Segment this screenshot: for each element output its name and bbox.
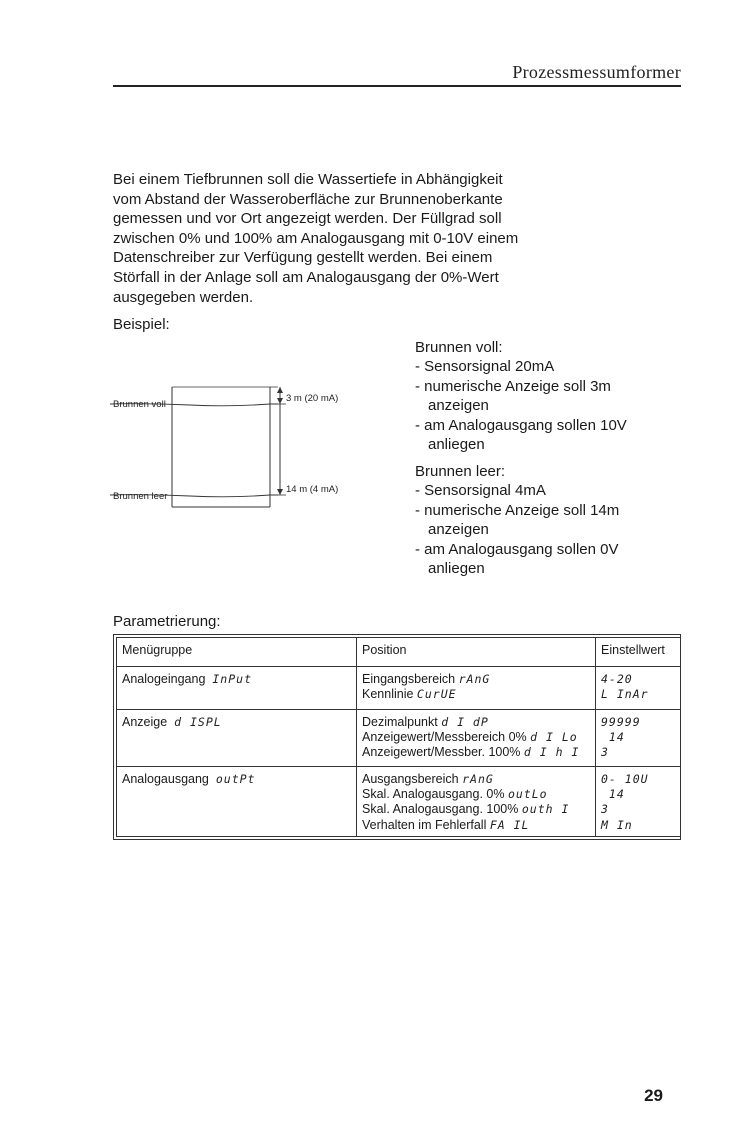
position-code: d I Lo xyxy=(530,730,578,745)
well-empty-line: - numerische Anzeige soll 14m xyxy=(415,501,620,519)
position-code: FA IL xyxy=(489,817,530,832)
intro-line: ausgegeben werden. xyxy=(113,288,254,306)
menu-group-cell xyxy=(117,767,357,837)
arrow-top-up xyxy=(277,387,283,393)
label-bottom-measure: 14 m (4 mA) xyxy=(286,484,339,495)
well-full-line: - numerische Anzeige soll 3m xyxy=(415,377,611,395)
menu-group-cell xyxy=(117,667,357,710)
position-label: Ausgangsbereich xyxy=(362,772,459,786)
well-empty-line: - am Analogausgang sollen 0V xyxy=(415,540,619,558)
position-code: outh I xyxy=(521,802,570,817)
setting-value-cell xyxy=(596,667,681,710)
table-row xyxy=(117,667,681,710)
position-line xyxy=(362,802,590,817)
position-label: Skal. Analogausgang. 100% xyxy=(362,802,519,817)
setting-value-cell xyxy=(596,767,681,837)
label-brunnen-leer: Brunnen leer xyxy=(113,491,168,502)
position-label: Skal. Analogausgang. 0% xyxy=(362,787,505,802)
menu-group-code: InPut xyxy=(212,672,252,686)
position-cell xyxy=(357,667,596,710)
well-full-line: anliegen xyxy=(428,436,485,454)
intro-line: zwischen 0% und 100% am Analogausgang mit 0-10V einem xyxy=(113,229,519,247)
table-header-row xyxy=(117,638,681,667)
setting-value: 14 xyxy=(601,730,625,745)
position-label: Eingangsbereich xyxy=(362,672,456,686)
arrow-bottom-down xyxy=(277,489,283,495)
parametrierung-heading: Parametrierung: xyxy=(113,613,221,630)
position-code: d I h I xyxy=(523,745,580,760)
intro-line: Datenschreiber zur Verfügung gestellt werden. Bei einem xyxy=(113,249,493,267)
table-row xyxy=(117,767,681,837)
column-header: Menügruppe xyxy=(117,638,357,667)
well-full-title: Brunnen voll: xyxy=(415,339,503,356)
setting-value: 3 xyxy=(601,802,609,817)
position-code: rAnG xyxy=(462,772,494,786)
well-empty-title: Brunnen leer: xyxy=(415,463,506,480)
position-line xyxy=(362,715,590,730)
menu-group-code: d ISPL xyxy=(174,715,222,729)
position-line xyxy=(362,687,590,702)
well-empty-line: anliegen xyxy=(428,560,485,578)
position-cell xyxy=(357,710,596,767)
well-full-line: - Sensorsignal 20mA xyxy=(415,358,555,376)
menu-group-label: Analogausgang xyxy=(122,772,209,786)
well-empty-description xyxy=(415,462,675,578)
position-label: Verhalten im Fehlerfall xyxy=(362,817,487,832)
column-header: Einstellwert xyxy=(596,638,681,667)
example-label: Beispiel: xyxy=(113,316,170,333)
label-brunnen-voll: Brunnen voll xyxy=(113,399,166,410)
setting-value: L InAr xyxy=(601,687,649,702)
page-number: 29 xyxy=(644,1086,663,1105)
position-label: Anzeigewert/Messbereich 0% xyxy=(362,730,527,745)
well-empty-line: anzeigen xyxy=(428,521,489,539)
well-full-description xyxy=(415,338,675,454)
position-line xyxy=(362,672,590,687)
well-empty-line: - Sensorsignal 4mA xyxy=(415,482,546,500)
table-row xyxy=(117,710,681,767)
position-cell xyxy=(357,767,596,837)
setting-value-cell xyxy=(596,710,681,767)
intro-line: vom Abstand der Wasseroberfläche zur Brunnenoberkante xyxy=(113,190,503,208)
position-label: Dezimalpunkt xyxy=(362,715,438,729)
setting-value: 99999 xyxy=(601,715,641,729)
position-line xyxy=(362,818,590,833)
position-label: Kennlinie xyxy=(362,687,414,702)
position-label: Anzeigewert/Messber. 100% xyxy=(362,745,521,760)
menu-group-label: Anzeige xyxy=(122,715,168,729)
position-line xyxy=(362,772,590,787)
position-code: outLo xyxy=(507,787,548,802)
label-top-measure: 3 m (20 mA) xyxy=(286,393,339,404)
menu-group-label: Analogeingang xyxy=(122,672,206,686)
intro-line: Bei einem Tiefbrunnen soll die Wassertiefe in Abhängigkeit xyxy=(113,171,503,188)
arrow-top-down xyxy=(277,398,283,404)
well-full-line: anzeigen xyxy=(428,397,489,415)
setting-value: 4-20 xyxy=(601,672,633,686)
well-diagram xyxy=(110,385,360,510)
setting-value: 0- 10U xyxy=(601,772,649,786)
position-code: CurUE xyxy=(416,687,457,702)
position-line xyxy=(362,745,590,760)
position-code: d I dP xyxy=(441,715,489,729)
position-code: rAnG xyxy=(458,672,491,686)
parameter-table xyxy=(113,634,681,840)
position-line xyxy=(362,730,590,745)
menu-group-cell xyxy=(117,710,357,767)
intro-line: Störfall in der Anlage soll am Analogausgang der 0%-Wert xyxy=(113,268,499,286)
column-header: Position xyxy=(357,638,596,667)
well-full-line: - am Analogausgang sollen 10V xyxy=(415,416,627,434)
setting-value: M In xyxy=(601,817,633,832)
setting-value: 3 xyxy=(601,745,609,760)
setting-value: 14 xyxy=(601,787,625,802)
intro-line: gemessen und vor Ort angezeigt werden. Der Füllgrad soll xyxy=(113,210,502,228)
header-rule xyxy=(113,85,681,87)
intro-paragraph xyxy=(113,170,563,307)
menu-group-code: outPt xyxy=(215,772,256,786)
running-header-title: Prozessmessumformer xyxy=(512,62,681,82)
position-line xyxy=(362,787,590,802)
